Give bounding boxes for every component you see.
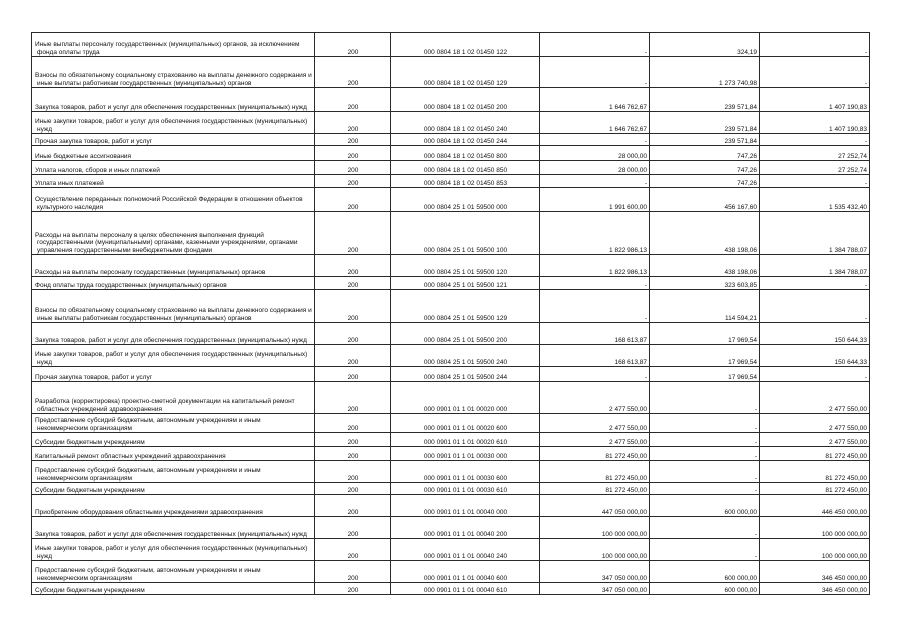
unexecuted-amount-cell: -: [760, 290, 870, 323]
classification-code-cell: 000 0804 25 1 01 59500 200: [391, 323, 540, 345]
unexecuted-amount-cell: -: [760, 134, 870, 146]
unexecuted-amount-cell: 27 252,74: [760, 146, 870, 161]
table-row: [32, 112, 870, 134]
unexecuted-amount-cell: 1 535 432,40: [760, 188, 870, 212]
line-code-cell: 200: [315, 175, 391, 188]
classification-code-cell: 000 0901 01 1 01 00040 610: [391, 583, 540, 595]
unexecuted-amount-cell: -: [760, 33, 870, 57]
expense-name-cell: Иные закупки товаров, работ и услуг для обеспечения государственных (муниципальных) нужд: [32, 345, 315, 367]
approved-amount-cell: 1 822 986,13: [540, 255, 650, 277]
expense-name-cell: Осуществление переданных полномочий Российской Федерации в отношении объектов культурного наследия: [32, 188, 315, 212]
unexecuted-amount-cell: 2 477 550,00: [760, 414, 870, 433]
expense-name-cell: Иные бюджетные ассигнования: [32, 146, 315, 161]
executed-amount-cell: 456 167,60: [650, 188, 760, 212]
classification-code-cell: 000 0804 18 1 02 01450 244: [391, 134, 540, 146]
line-code-cell: 200: [315, 188, 391, 212]
approved-amount-cell: 168 613,87: [540, 323, 650, 345]
approved-amount-cell: -: [540, 33, 650, 57]
line-code-cell: 200: [315, 367, 391, 382]
approved-amount-cell: 2 477 550,00: [540, 433, 650, 447]
expense-name-cell: Закупка товаров, работ и услуг для обеспечения государственных (муниципальных) нужд: [32, 88, 315, 112]
executed-amount-cell: -: [650, 539, 760, 561]
table-row: [32, 483, 870, 495]
executed-amount-cell: -: [650, 517, 760, 539]
expense-name-cell: Предоставление субсидий бюджетным, автономным учреждениям и иным некоммерческим организациям: [32, 461, 315, 483]
classification-code-cell: 000 0901 01 1 01 00030 000: [391, 447, 540, 461]
classification-code-cell: 000 0901 01 1 01 00020 600: [391, 414, 540, 433]
approved-amount-cell: 100 000 000,00: [540, 517, 650, 539]
approved-amount-cell: 28 000,00: [540, 161, 650, 175]
executed-amount-cell: 600 000,00: [650, 561, 760, 583]
unexecuted-amount-cell: 81 272 450,00: [760, 447, 870, 461]
table-row: [32, 323, 870, 345]
table-row: [32, 583, 870, 595]
approved-amount-cell: 1 822 986,13: [540, 212, 650, 255]
classification-code-cell: 000 0804 25 1 01 59500 121: [391, 277, 540, 290]
classification-code-cell: 000 0804 25 1 01 59500 100: [391, 212, 540, 255]
classification-code-cell: 000 0901 01 1 01 00040 000: [391, 495, 540, 517]
approved-amount-cell: 347 050 000,00: [540, 583, 650, 595]
line-code-cell: 200: [315, 539, 391, 561]
line-code-cell: 200: [315, 323, 391, 345]
approved-amount-cell: 100 000 000,00: [540, 539, 650, 561]
classification-code-cell: 000 0804 18 1 02 01450 850: [391, 161, 540, 175]
line-code-cell: 200: [315, 461, 391, 483]
classification-code-cell: 000 0804 25 1 01 59500 244: [391, 367, 540, 382]
line-code-cell: 200: [315, 583, 391, 595]
table-row: [32, 212, 870, 255]
unexecuted-amount-cell: 2 477 550,00: [760, 433, 870, 447]
table-row: [32, 57, 870, 88]
table-body: [32, 33, 870, 595]
approved-amount-cell: 81 272 450,00: [540, 447, 650, 461]
line-code-cell: 200: [315, 290, 391, 323]
classification-code-cell: 000 0804 18 1 02 01450 129: [391, 57, 540, 88]
table-row: [32, 277, 870, 290]
expense-name-cell: Капитальный ремонт областных учреждений здравоохранения: [32, 447, 315, 461]
classification-code-cell: 000 0901 01 1 01 00020 000: [391, 382, 540, 414]
approved-amount-cell: 168 613,87: [540, 345, 650, 367]
executed-amount-cell: 1 273 740,98: [650, 57, 760, 88]
approved-amount-cell: 347 050 000,00: [540, 561, 650, 583]
line-code-cell: 200: [315, 134, 391, 146]
approved-amount-cell: 2 477 550,00: [540, 382, 650, 414]
approved-amount-cell: -: [540, 134, 650, 146]
approved-amount-cell: 1 646 762,67: [540, 88, 650, 112]
table-row: [32, 255, 870, 277]
expense-name-cell: Предоставление субсидий бюджетным, автономным учреждениям и иным некоммерческим организациям: [32, 561, 315, 583]
unexecuted-amount-cell: 2 477 550,00: [760, 382, 870, 414]
unexecuted-amount-cell: 100 000 000,00: [760, 517, 870, 539]
line-code-cell: 200: [315, 495, 391, 517]
executed-amount-cell: 747,26: [650, 161, 760, 175]
unexecuted-amount-cell: 1 407 190,83: [760, 112, 870, 134]
classification-code-cell: 000 0804 25 1 01 59500 240: [391, 345, 540, 367]
unexecuted-amount-cell: 81 272 450,00: [760, 483, 870, 495]
unexecuted-amount-cell: 81 272 450,00: [760, 461, 870, 483]
executed-amount-cell: 600 000,00: [650, 495, 760, 517]
table-row: [32, 382, 870, 414]
expense-name-cell: Взносы по обязательному социальному страхованию на выплаты денежного содержания и иные выплаты работникам государственных (муниципальных) органов: [32, 290, 315, 323]
approved-amount-cell: -: [540, 290, 650, 323]
line-code-cell: 200: [315, 88, 391, 112]
line-code-cell: 200: [315, 161, 391, 175]
expense-name-cell: Уплата налогов, сборов и иных платежей: [32, 161, 315, 175]
table-row: [32, 345, 870, 367]
classification-code-cell: 000 0804 25 1 01 59500 120: [391, 255, 540, 277]
report-page: [31, 32, 870, 595]
classification-code-cell: 000 0804 18 1 02 01450 122: [391, 33, 540, 57]
unexecuted-amount-cell: -: [760, 57, 870, 88]
line-code-cell: 200: [315, 414, 391, 433]
approved-amount-cell: 447 050 000,00: [540, 495, 650, 517]
classification-code-cell: 000 0901 01 1 01 00040 240: [391, 539, 540, 561]
unexecuted-amount-cell: 27 252,74: [760, 161, 870, 175]
expense-name-cell: Иные закупки товаров, работ и услуг для обеспечения государственных (муниципальных) нужд: [32, 112, 315, 134]
executed-amount-cell: 17 969,54: [650, 345, 760, 367]
expense-name-cell: Субсидии бюджетным учреждениям: [32, 483, 315, 495]
executed-amount-cell: 600 000,00: [650, 583, 760, 595]
table-row: [32, 146, 870, 161]
table-row: [32, 161, 870, 175]
classification-code-cell: 000 0804 25 1 01 59500 000: [391, 188, 540, 212]
line-code-cell: 200: [315, 483, 391, 495]
line-code-cell: 200: [315, 277, 391, 290]
unexecuted-amount-cell: 346 450 000,00: [760, 583, 870, 595]
line-code-cell: 200: [315, 345, 391, 367]
expense-name-cell: Взносы по обязательному социальному страхованию на выплаты денежного содержания и иные выплаты работникам государственных (муниципальных) органов: [32, 57, 315, 88]
classification-code-cell: 000 0901 01 1 01 00030 600: [391, 461, 540, 483]
classification-code-cell: 000 0804 18 1 02 01450 200: [391, 88, 540, 112]
classification-code-cell: 000 0804 18 1 02 01450 853: [391, 175, 540, 188]
expense-name-cell: Закупка товаров, работ и услуг для обеспечения государственных (муниципальных) нужд: [32, 323, 315, 345]
approved-amount-cell: 28 000,00: [540, 146, 650, 161]
classification-code-cell: 000 0901 01 1 01 00040 200: [391, 517, 540, 539]
unexecuted-amount-cell: -: [760, 277, 870, 290]
table-row: [32, 539, 870, 561]
classification-code-cell: 000 0901 01 1 01 00020 610: [391, 433, 540, 447]
expense-name-cell: Субсидии бюджетным учреждениям: [32, 433, 315, 447]
unexecuted-amount-cell: 150 644,33: [760, 323, 870, 345]
table-row: [32, 33, 870, 57]
executed-amount-cell: -: [650, 414, 760, 433]
executed-amount-cell: 747,26: [650, 146, 760, 161]
approved-amount-cell: 81 272 450,00: [540, 461, 650, 483]
executed-amount-cell: 239 571,84: [650, 112, 760, 134]
unexecuted-amount-cell: 346 450 000,00: [760, 561, 870, 583]
executed-amount-cell: -: [650, 461, 760, 483]
unexecuted-amount-cell: 1 407 190,83: [760, 88, 870, 112]
expense-name-cell: Прочая закупка товаров, работ и услуг: [32, 367, 315, 382]
table-row: [32, 290, 870, 323]
approved-amount-cell: 1 646 762,67: [540, 112, 650, 134]
executed-amount-cell: 747,26: [650, 175, 760, 188]
line-code-cell: 200: [315, 382, 391, 414]
executed-amount-cell: 438 198,06: [650, 212, 760, 255]
expense-name-cell: Уплата иных платежей: [32, 175, 315, 188]
line-code-cell: 200: [315, 255, 391, 277]
line-code-cell: 200: [315, 33, 391, 57]
executed-amount-cell: -: [650, 447, 760, 461]
executed-amount-cell: -: [650, 483, 760, 495]
expense-name-cell: Приобретение оборудования областными учреждениями здравоохранения: [32, 495, 315, 517]
table-row: [32, 188, 870, 212]
classification-code-cell: 000 0804 25 1 01 59500 129: [391, 290, 540, 323]
unexecuted-amount-cell: 150 644,33: [760, 345, 870, 367]
executed-amount-cell: 239 571,84: [650, 134, 760, 146]
classification-code-cell: 000 0804 18 1 02 01450 240: [391, 112, 540, 134]
executed-amount-cell: 324,19: [650, 33, 760, 57]
approved-amount-cell: 81 272 450,00: [540, 483, 650, 495]
budget-expenditure-table: [31, 32, 870, 595]
table-row: [32, 433, 870, 447]
approved-amount-cell: -: [540, 277, 650, 290]
classification-code-cell: 000 0901 01 1 01 00040 600: [391, 561, 540, 583]
line-code-cell: 200: [315, 146, 391, 161]
table-row: [32, 134, 870, 146]
table-row: [32, 517, 870, 539]
table-row: [32, 88, 870, 112]
approved-amount-cell: 1 991 600,00: [540, 188, 650, 212]
expense-name-cell: Иные выплаты персоналу государственных (муниципальных) органов, за исключением фонда оплаты труда: [32, 33, 315, 57]
line-code-cell: 200: [315, 517, 391, 539]
executed-amount-cell: -: [650, 382, 760, 414]
unexecuted-amount-cell: 100 000 000,00: [760, 539, 870, 561]
classification-code-cell: 000 0901 01 1 01 00030 610: [391, 483, 540, 495]
approved-amount-cell: -: [540, 175, 650, 188]
unexecuted-amount-cell: 446 450 000,00: [760, 495, 870, 517]
expense-name-cell: Расходы на выплаты персоналу государственных (муниципальных) органов: [32, 255, 315, 277]
unexecuted-amount-cell: -: [760, 367, 870, 382]
unexecuted-amount-cell: -: [760, 175, 870, 188]
expense-name-cell: Закупка товаров, работ и услуг для обеспечения государственных (муниципальных) нужд: [32, 517, 315, 539]
executed-amount-cell: 323 603,85: [650, 277, 760, 290]
table-row: [32, 495, 870, 517]
executed-amount-cell: 17 969,54: [650, 323, 760, 345]
expense-name-cell: Предоставление субсидий бюджетным, автономным учреждениям и иным некоммерческим организациям: [32, 414, 315, 433]
executed-amount-cell: 114 594,21: [650, 290, 760, 323]
table-row: [32, 561, 870, 583]
table-row: [32, 367, 870, 382]
expense-name-cell: Иные закупки товаров, работ и услуг для обеспечения государственных (муниципальных) нужд: [32, 539, 315, 561]
line-code-cell: 200: [315, 433, 391, 447]
expense-name-cell: Разработка (корректировка) проектно-сметной документации на капитальный ремонт областных учреждений здравоохранения: [32, 382, 315, 414]
table-row: [32, 414, 870, 433]
executed-amount-cell: 438 198,06: [650, 255, 760, 277]
executed-amount-cell: -: [650, 433, 760, 447]
line-code-cell: 200: [315, 447, 391, 461]
expense-name-cell: Прочая закупка товаров, работ и услуг: [32, 134, 315, 146]
line-code-cell: 200: [315, 112, 391, 134]
executed-amount-cell: 239 571,84: [650, 88, 760, 112]
expense-name-cell: Субсидии бюджетным учреждениям: [32, 583, 315, 595]
table-row: [32, 447, 870, 461]
table-row: [32, 461, 870, 483]
approved-amount-cell: 2 477 550,00: [540, 414, 650, 433]
line-code-cell: 200: [315, 212, 391, 255]
line-code-cell: 200: [315, 57, 391, 88]
executed-amount-cell: 17 969,54: [650, 367, 760, 382]
approved-amount-cell: -: [540, 367, 650, 382]
line-code-cell: 200: [315, 561, 391, 583]
unexecuted-amount-cell: 1 384 788,07: [760, 255, 870, 277]
table-row: [32, 175, 870, 188]
approved-amount-cell: -: [540, 57, 650, 88]
unexecuted-amount-cell: 1 384 788,07: [760, 212, 870, 255]
expense-name-cell: Фонд оплаты труда государственных (муниципальных) органов: [32, 277, 315, 290]
expense-name-cell: Расходы на выплаты персоналу в целях обеспечения выполнения функций государственными (муниципальными) органами, казенными учреждениями, органами управления государственными внебюджетными фондами: [32, 212, 315, 255]
classification-code-cell: 000 0804 18 1 02 01450 800: [391, 146, 540, 161]
